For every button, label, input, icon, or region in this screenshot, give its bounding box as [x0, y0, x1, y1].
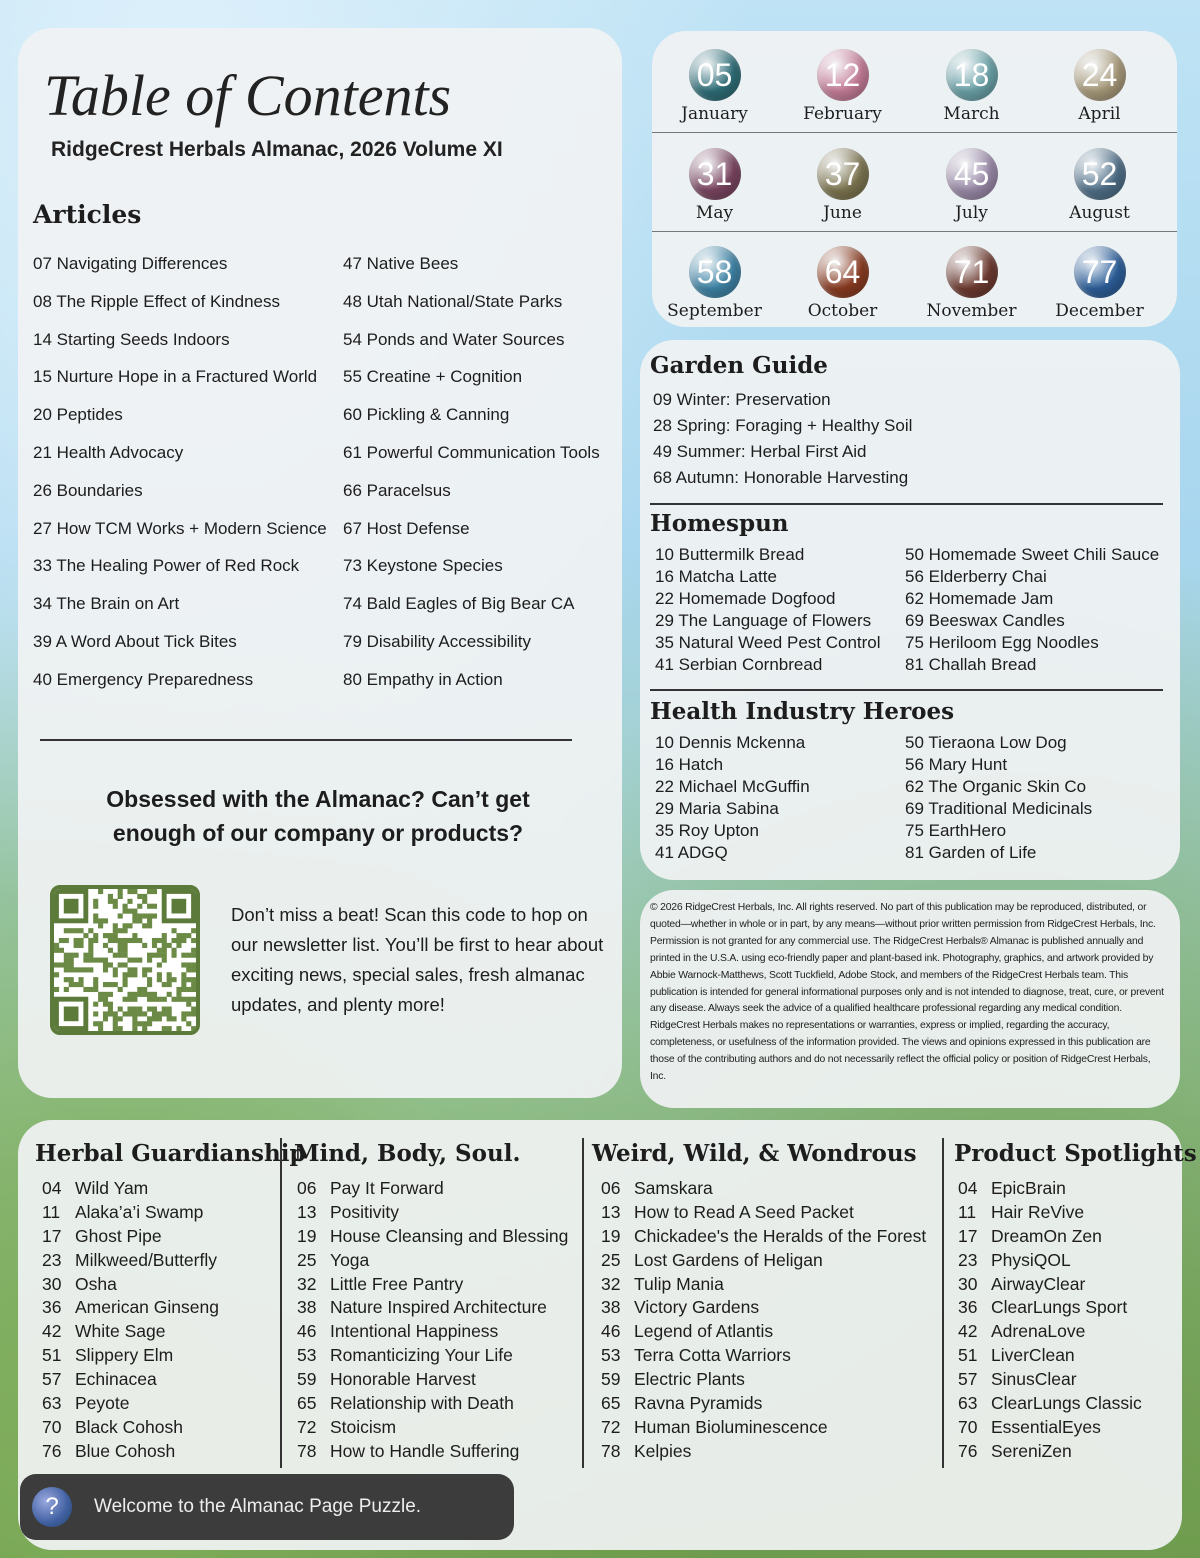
homespun-item: 81 Challah Bread — [905, 655, 1037, 674]
divider — [650, 503, 1163, 505]
section-item — [297, 1226, 568, 1250]
section-item — [42, 1226, 219, 1250]
garden-guide-item: 09 Winter: Preservation — [653, 390, 831, 409]
section-item-title: Samskara — [634, 1178, 713, 1198]
article-item: 40 Emergency Preparedness — [33, 669, 254, 689]
month-name: August — [1069, 203, 1130, 223]
column-divider — [942, 1138, 944, 1468]
homespun-item: 75 Heriloom Egg Noodles — [905, 633, 1099, 652]
section-item-title: Blue Cohosh — [75, 1440, 176, 1461]
welcome-toast — [20, 1474, 514, 1540]
page-number: 63 — [42, 1393, 62, 1414]
section-item — [42, 1250, 219, 1274]
section-item-title: AdrenaLove — [991, 1321, 1086, 1342]
section-item-title: American Ginseng — [75, 1297, 219, 1318]
garden-guide-item: 28 Spring: Foraging + Healthy Soil — [653, 416, 913, 435]
section-item-title: Victory Gardens — [634, 1297, 760, 1318]
section-item-title: Electric Plants — [634, 1369, 745, 1390]
article-item: 74 Bald Eagles of Big Bear CA — [343, 594, 575, 614]
article-item: 07 Navigating Differences — [33, 254, 228, 273]
garden-guide-item: 68 Autumn: Honorable Harvesting — [653, 468, 909, 487]
section-item-title: DreamOn Zen — [991, 1225, 1102, 1246]
article-item: 20 Peptides — [33, 405, 123, 425]
page-number: 32 — [601, 1273, 621, 1294]
article-item: 14 Starting Seeds Indoors — [33, 329, 230, 349]
herbal-guardianship-list — [42, 1178, 219, 1465]
articles-list-col1 — [33, 254, 327, 708]
month-february[interactable] — [780, 49, 905, 124]
product-spotlights-list — [958, 1178, 1142, 1465]
page-number: 36 — [958, 1297, 978, 1318]
month-name: December — [1055, 301, 1144, 321]
section-item — [601, 1441, 926, 1465]
section-item — [297, 1345, 568, 1369]
homespun-list-col2 — [905, 545, 1159, 677]
month-page-number: 18 — [946, 49, 998, 101]
article-item: 54 Ponds and Water Sources — [343, 329, 565, 349]
section-item — [958, 1345, 1142, 1369]
month-name: March — [943, 104, 1000, 124]
hero-item: 69 Traditional Medicinals — [905, 799, 1093, 818]
month-name: February — [803, 104, 882, 124]
section-item — [297, 1393, 568, 1417]
page-number: 13 — [297, 1201, 317, 1222]
month-november[interactable] — [909, 246, 1034, 321]
page-number: 25 — [297, 1249, 317, 1270]
section-item-title: LiverClean — [991, 1345, 1075, 1366]
month-january[interactable] — [652, 49, 777, 124]
section-item-title: Chickadee's the Heralds of the Forest — [634, 1225, 927, 1246]
page-number: 30 — [42, 1273, 62, 1294]
section-item-title: SereniZen — [991, 1440, 1072, 1461]
article-item: 33 The Healing Power of Red Rock — [33, 556, 300, 576]
page-number: 23 — [958, 1249, 978, 1270]
mind-body-soul-list — [297, 1178, 568, 1465]
section-item — [958, 1250, 1142, 1274]
section-item-title: How to Handle Suffering — [330, 1440, 520, 1461]
section-item-title: Slippery Elm — [75, 1345, 174, 1366]
page-number: 59 — [601, 1369, 621, 1390]
page-number: 70 — [42, 1416, 62, 1437]
garden-guide-item: 49 Summer: Herbal First Aid — [653, 442, 867, 461]
hero-item: 22 Michael McGuffin — [655, 777, 810, 796]
section-item — [42, 1393, 219, 1417]
article-item: 61 Powerful Communication Tools — [343, 442, 600, 462]
section-item — [297, 1297, 568, 1321]
page-number: 65 — [297, 1393, 317, 1414]
homespun-item: 22 Homemade Dogfood — [655, 589, 836, 608]
question-icon[interactable]: ? — [32, 1487, 72, 1527]
section-item — [958, 1321, 1142, 1345]
divider — [40, 739, 572, 741]
article-item: 67 Host Defense — [343, 518, 470, 538]
month-page-number: 71 — [946, 246, 998, 298]
divider — [650, 689, 1163, 691]
page-number: 30 — [958, 1273, 978, 1294]
section-item-title: Milkweed/Butterfly — [75, 1249, 217, 1270]
page-number: 72 — [297, 1416, 317, 1437]
hero-item: 75 EarthHero — [905, 821, 1007, 840]
section-item-title: Terra Cotta Warriors — [634, 1345, 791, 1366]
column-divider — [582, 1138, 584, 1468]
newsletter-text: Don’t miss a beat! Scan this code to hop on our newsletter list. You’ll be first to hear about exciting news, special sales, fresh almanac updates, and plenty more! — [231, 904, 604, 1015]
heroes-heading: Health Industry Heroes — [650, 698, 955, 725]
page-number: 11 — [958, 1201, 977, 1222]
months-panel — [652, 31, 1177, 327]
section-item — [297, 1178, 568, 1202]
homespun-item: 10 Buttermilk Bread — [655, 545, 805, 564]
month-december[interactable] — [1037, 246, 1162, 321]
month-page-number: 45 — [946, 148, 998, 200]
homespun-heading: Homespun — [650, 510, 789, 537]
toc-panel — [18, 28, 622, 1098]
hero-item: 29 Maria Sabina — [655, 799, 779, 818]
month-october[interactable] — [780, 246, 905, 321]
article-item: 21 Health Advocacy — [33, 442, 184, 462]
section-item — [297, 1321, 568, 1345]
section-item-title: Kelpies — [634, 1440, 692, 1461]
promo-text — [58, 782, 578, 850]
section-item — [42, 1345, 219, 1369]
section-item-title: Human Bioluminescence — [634, 1416, 828, 1437]
month-name: June — [823, 203, 862, 223]
page-number: 06 — [297, 1178, 317, 1198]
weird-wild-heading: Weird, Wild, & Wondrous — [592, 1140, 917, 1167]
page-number: 42 — [958, 1321, 978, 1342]
hero-item: 81 Garden of Life — [905, 843, 1037, 862]
month-name: January — [681, 104, 748, 124]
article-item: 34 The Brain on Art — [33, 594, 180, 614]
month-august[interactable] — [1037, 148, 1162, 223]
article-item: 79 Disability Accessibility — [343, 631, 532, 651]
page-number: 53 — [601, 1345, 621, 1366]
section-item-title: Legend of Atlantis — [634, 1321, 774, 1342]
page-number: 78 — [601, 1440, 621, 1461]
homespun-item: 50 Homemade Sweet Chili Sauce — [905, 545, 1160, 564]
homespun-item: 69 Beeswax Candles — [905, 611, 1065, 630]
section-item — [42, 1441, 219, 1465]
page-number: 72 — [601, 1416, 621, 1437]
section-item — [297, 1274, 568, 1298]
guides-panel — [640, 340, 1180, 880]
page-number: 57 — [958, 1369, 978, 1390]
page-number: 51 — [42, 1345, 62, 1366]
page-number: 19 — [601, 1225, 621, 1246]
hero-item: 50 Tieraona Low Dog — [905, 733, 1067, 752]
month-page-number: 12 — [817, 49, 869, 101]
page-number: 23 — [42, 1249, 62, 1270]
section-item-title: SinusClear — [991, 1369, 1077, 1390]
month-march[interactable] — [909, 49, 1034, 124]
page-number: 51 — [958, 1345, 978, 1366]
section-item — [601, 1178, 926, 1202]
section-item — [958, 1441, 1142, 1465]
section-item-title: Yoga — [330, 1249, 370, 1270]
page-title: Table of Contents — [44, 63, 452, 128]
month-july[interactable] — [909, 148, 1034, 223]
month-page-number: 24 — [1074, 49, 1126, 101]
section-item — [958, 1393, 1142, 1417]
article-item: 73 Keystone Species — [343, 556, 503, 576]
page-number: 17 — [42, 1225, 62, 1246]
section-item — [601, 1369, 926, 1393]
hero-item: 56 Mary Hunt — [905, 755, 1008, 774]
toast-message: Welcome to the Almanac Page Puzzle. — [94, 1496, 422, 1517]
page-number: 59 — [297, 1369, 317, 1390]
section-item — [42, 1178, 219, 1202]
section-item — [42, 1369, 219, 1393]
month-page-number: 31 — [689, 148, 741, 200]
section-item-title: Little Free Pantry — [330, 1273, 464, 1294]
section-item-title: Black Cohosh — [75, 1416, 183, 1437]
page-number: 17 — [958, 1225, 978, 1246]
section-item-title: Intentional Happiness — [330, 1321, 499, 1342]
month-name: November — [926, 301, 1017, 321]
section-item-title: Pay It Forward — [330, 1178, 444, 1198]
section-item-title: EssentialEyes — [991, 1416, 1101, 1437]
month-name: October — [807, 301, 878, 321]
page-number: 46 — [297, 1321, 317, 1342]
section-item-title: PhysiQOL — [991, 1249, 1071, 1270]
promo-line-1: Obsessed with the Almanac? Can’t get — [106, 786, 530, 812]
page-number: 25 — [601, 1249, 621, 1270]
month-page-number: 58 — [689, 246, 741, 298]
section-item — [601, 1417, 926, 1441]
qr-code[interactable] — [50, 885, 200, 1035]
month-name: May — [695, 203, 734, 223]
section-item-title: ClearLungs Sport — [991, 1297, 1128, 1318]
section-item — [601, 1250, 926, 1274]
section-item-title: Romanticizing Your Life — [330, 1345, 513, 1366]
hero-item: 41 ADGQ — [655, 843, 728, 862]
month-row-divider — [652, 132, 1177, 133]
section-item — [601, 1274, 926, 1298]
section-item — [42, 1202, 219, 1226]
product-spotlights-heading: Product Spotlights — [954, 1140, 1197, 1167]
page-number: 13 — [601, 1201, 621, 1222]
section-item — [297, 1417, 568, 1441]
month-page-number: 64 — [817, 246, 869, 298]
herbal-guardianship-heading: Herbal Guardianship — [35, 1140, 306, 1167]
article-item: 55 Creatine + Cognition — [343, 367, 523, 387]
article-item: 08 The Ripple Effect of Kindness — [33, 291, 280, 311]
column-divider — [280, 1138, 282, 1468]
section-item — [297, 1441, 568, 1465]
page-number: 65 — [601, 1393, 621, 1414]
month-page-number: 77 — [1074, 246, 1126, 298]
section-item — [958, 1417, 1142, 1441]
section-item-title: Ghost Pipe — [75, 1225, 162, 1246]
page-subtitle: RidgeCrest Herbals Almanac, 2026 Volume XI — [51, 138, 503, 161]
section-item-title: How to Read A Seed Packet — [634, 1201, 854, 1222]
article-item: 48 Utah National/State Parks — [343, 291, 563, 311]
section-item-title: Lost Gardens of Heligan — [634, 1249, 823, 1270]
weird-wild-list — [601, 1178, 926, 1465]
month-april[interactable] — [1037, 49, 1162, 124]
section-item — [601, 1393, 926, 1417]
hero-item: 62 The Organic Skin Co — [905, 777, 1087, 796]
month-name: July — [955, 203, 988, 223]
section-item — [297, 1202, 568, 1226]
homespun-item: 16 Matcha Latte — [655, 567, 777, 586]
section-item — [601, 1345, 926, 1369]
section-item — [958, 1274, 1142, 1298]
section-item-title: House Cleansing and Blessing — [330, 1225, 569, 1246]
homespun-item: 56 Elderberry Chai — [905, 567, 1047, 586]
section-item-title: Peyote — [75, 1393, 130, 1414]
section-item — [601, 1321, 926, 1345]
month-september[interactable] — [652, 246, 777, 321]
homespun-item: 62 Homemade Jam — [905, 589, 1054, 608]
month-page-number: 52 — [1074, 148, 1126, 200]
article-item: 27 How TCM Works + Modern Science — [33, 518, 327, 538]
section-item — [42, 1297, 219, 1321]
section-item — [601, 1202, 926, 1226]
articles-list-col2 — [343, 254, 600, 708]
page-number: 04 — [42, 1178, 62, 1198]
section-item-title: Hair ReVive — [991, 1201, 1085, 1222]
month-name: April — [1078, 104, 1121, 124]
page-number: 76 — [958, 1440, 978, 1461]
qr-code-graphic — [54, 889, 196, 1031]
hero-item: 16 Hatch — [655, 755, 724, 774]
section-item-title: Alaka’a’i Swamp — [75, 1201, 204, 1222]
article-item: 39 A Word About Tick Bites — [33, 631, 237, 651]
section-item — [958, 1369, 1142, 1393]
section-item — [601, 1226, 926, 1250]
page-number: 42 — [42, 1321, 62, 1342]
page-number: 04 — [958, 1178, 978, 1198]
section-item-title: Osha — [75, 1273, 117, 1294]
articles-heading: Articles — [33, 200, 142, 229]
section-item — [601, 1297, 926, 1321]
month-row-divider — [652, 231, 1177, 232]
page-number: 36 — [42, 1297, 62, 1318]
page-number: 46 — [601, 1321, 621, 1342]
section-item-title: Positivity — [330, 1201, 400, 1222]
section-item — [42, 1417, 219, 1441]
section-item-title: EpicBrain — [991, 1178, 1066, 1198]
hero-item: 35 Roy Upton — [655, 821, 759, 840]
month-name: September — [667, 301, 762, 321]
mind-body-soul-heading: Mind, Body, Soul. — [294, 1140, 521, 1167]
section-item-title: Nature Inspired Architecture — [330, 1297, 547, 1318]
copyright-notice: © 2026 RidgeCrest Herbals, Inc. All rights reserved. No part of this publication may be reproduced, distributed, or quoted—whether in whole or in part, by any means—without prior written permission from RidgeCrest Herbals, Inc. Permission is not granted for any commercial use. The RidgeCrest Herbals® Almanac is published annually and printed in the U.S.A. using eco-friendly paper and plant-based ink. Photography, graphics, and artwork provided by Abbie Warnock-Matthews, Scott Tuckfield, Adobe Stock, and members of the RidgeCrest Herbals team. This publication is intended for general informational purposes only and is not intended to diagnose, treat, cure, or prevent any disease. Always seek the advice of a qualified healthcare professional regarding any medical condition. RidgeCrest Herbals makes no representations or warranties, express or implied, regarding the accuracy, completeness, or usefulness of the information provided. The views and opinions expressed in this publication are those of the contributing authors and do not necessarily reflect the official policy or position of RidgeCrest Herbals, Inc. — [640, 890, 1180, 1108]
section-item-title: Wild Yam — [75, 1178, 149, 1198]
page-number: 70 — [958, 1416, 978, 1437]
section-item-title: White Sage — [75, 1321, 166, 1342]
section-item — [297, 1369, 568, 1393]
page-number: 38 — [297, 1297, 317, 1318]
section-item-title: Ravna Pyramids — [634, 1393, 763, 1414]
article-item: 60 Pickling & Canning — [343, 405, 510, 425]
page-number: 53 — [297, 1345, 317, 1366]
page-number: 06 — [601, 1178, 621, 1198]
section-item — [297, 1250, 568, 1274]
section-item-title: Echinacea — [75, 1369, 157, 1390]
page-number: 57 — [42, 1369, 62, 1390]
garden-guide-list — [653, 390, 912, 494]
month-june[interactable] — [780, 148, 905, 223]
article-item: 15 Nurture Hope in a Fractured World — [33, 367, 318, 387]
hero-item: 10 Dennis Mckenna — [655, 733, 806, 752]
garden-guide-heading: Garden Guide — [650, 352, 828, 379]
homespun-item: 41 Serbian Cornbread — [655, 655, 823, 674]
page-number: 78 — [297, 1440, 317, 1461]
heroes-list-col1 — [655, 733, 810, 865]
section-item-title: Tulip Mania — [634, 1273, 724, 1294]
page-number: 38 — [601, 1297, 621, 1318]
article-item: 47 Native Bees — [343, 254, 459, 273]
month-page-number: 05 — [689, 49, 741, 101]
homespun-item: 29 The Language of Flowers — [655, 611, 872, 630]
section-item — [958, 1202, 1142, 1226]
month-may[interactable] — [652, 148, 777, 223]
page-number: 19 — [297, 1225, 317, 1246]
section-item-title: ClearLungs Classic — [991, 1393, 1142, 1414]
section-item — [42, 1321, 219, 1345]
month-page-number: 37 — [817, 148, 869, 200]
article-item: 80 Empathy in Action — [343, 669, 503, 689]
section-item — [958, 1178, 1142, 1202]
section-item-title: AirwayClear — [991, 1273, 1086, 1294]
section-item — [958, 1297, 1142, 1321]
section-item-title: Honorable Harvest — [330, 1369, 476, 1390]
page-number: 76 — [42, 1440, 62, 1461]
section-item-title: Stoicism — [330, 1416, 397, 1437]
section-item-title: Relationship with Death — [330, 1393, 514, 1414]
homespun-list-col1 — [655, 545, 881, 677]
homespun-item: 35 Natural Weed Pest Control — [655, 633, 881, 652]
section-item — [958, 1226, 1142, 1250]
page-number: 63 — [958, 1393, 978, 1414]
heroes-list-col2 — [905, 733, 1092, 865]
page-number: 32 — [297, 1273, 317, 1294]
page-number: 11 — [42, 1201, 61, 1222]
article-item: 66 Paracelsus — [343, 480, 451, 500]
promo-line-2: enough of our company or products? — [112, 820, 524, 846]
section-item — [42, 1274, 219, 1298]
article-item: 26 Boundaries — [33, 480, 143, 500]
